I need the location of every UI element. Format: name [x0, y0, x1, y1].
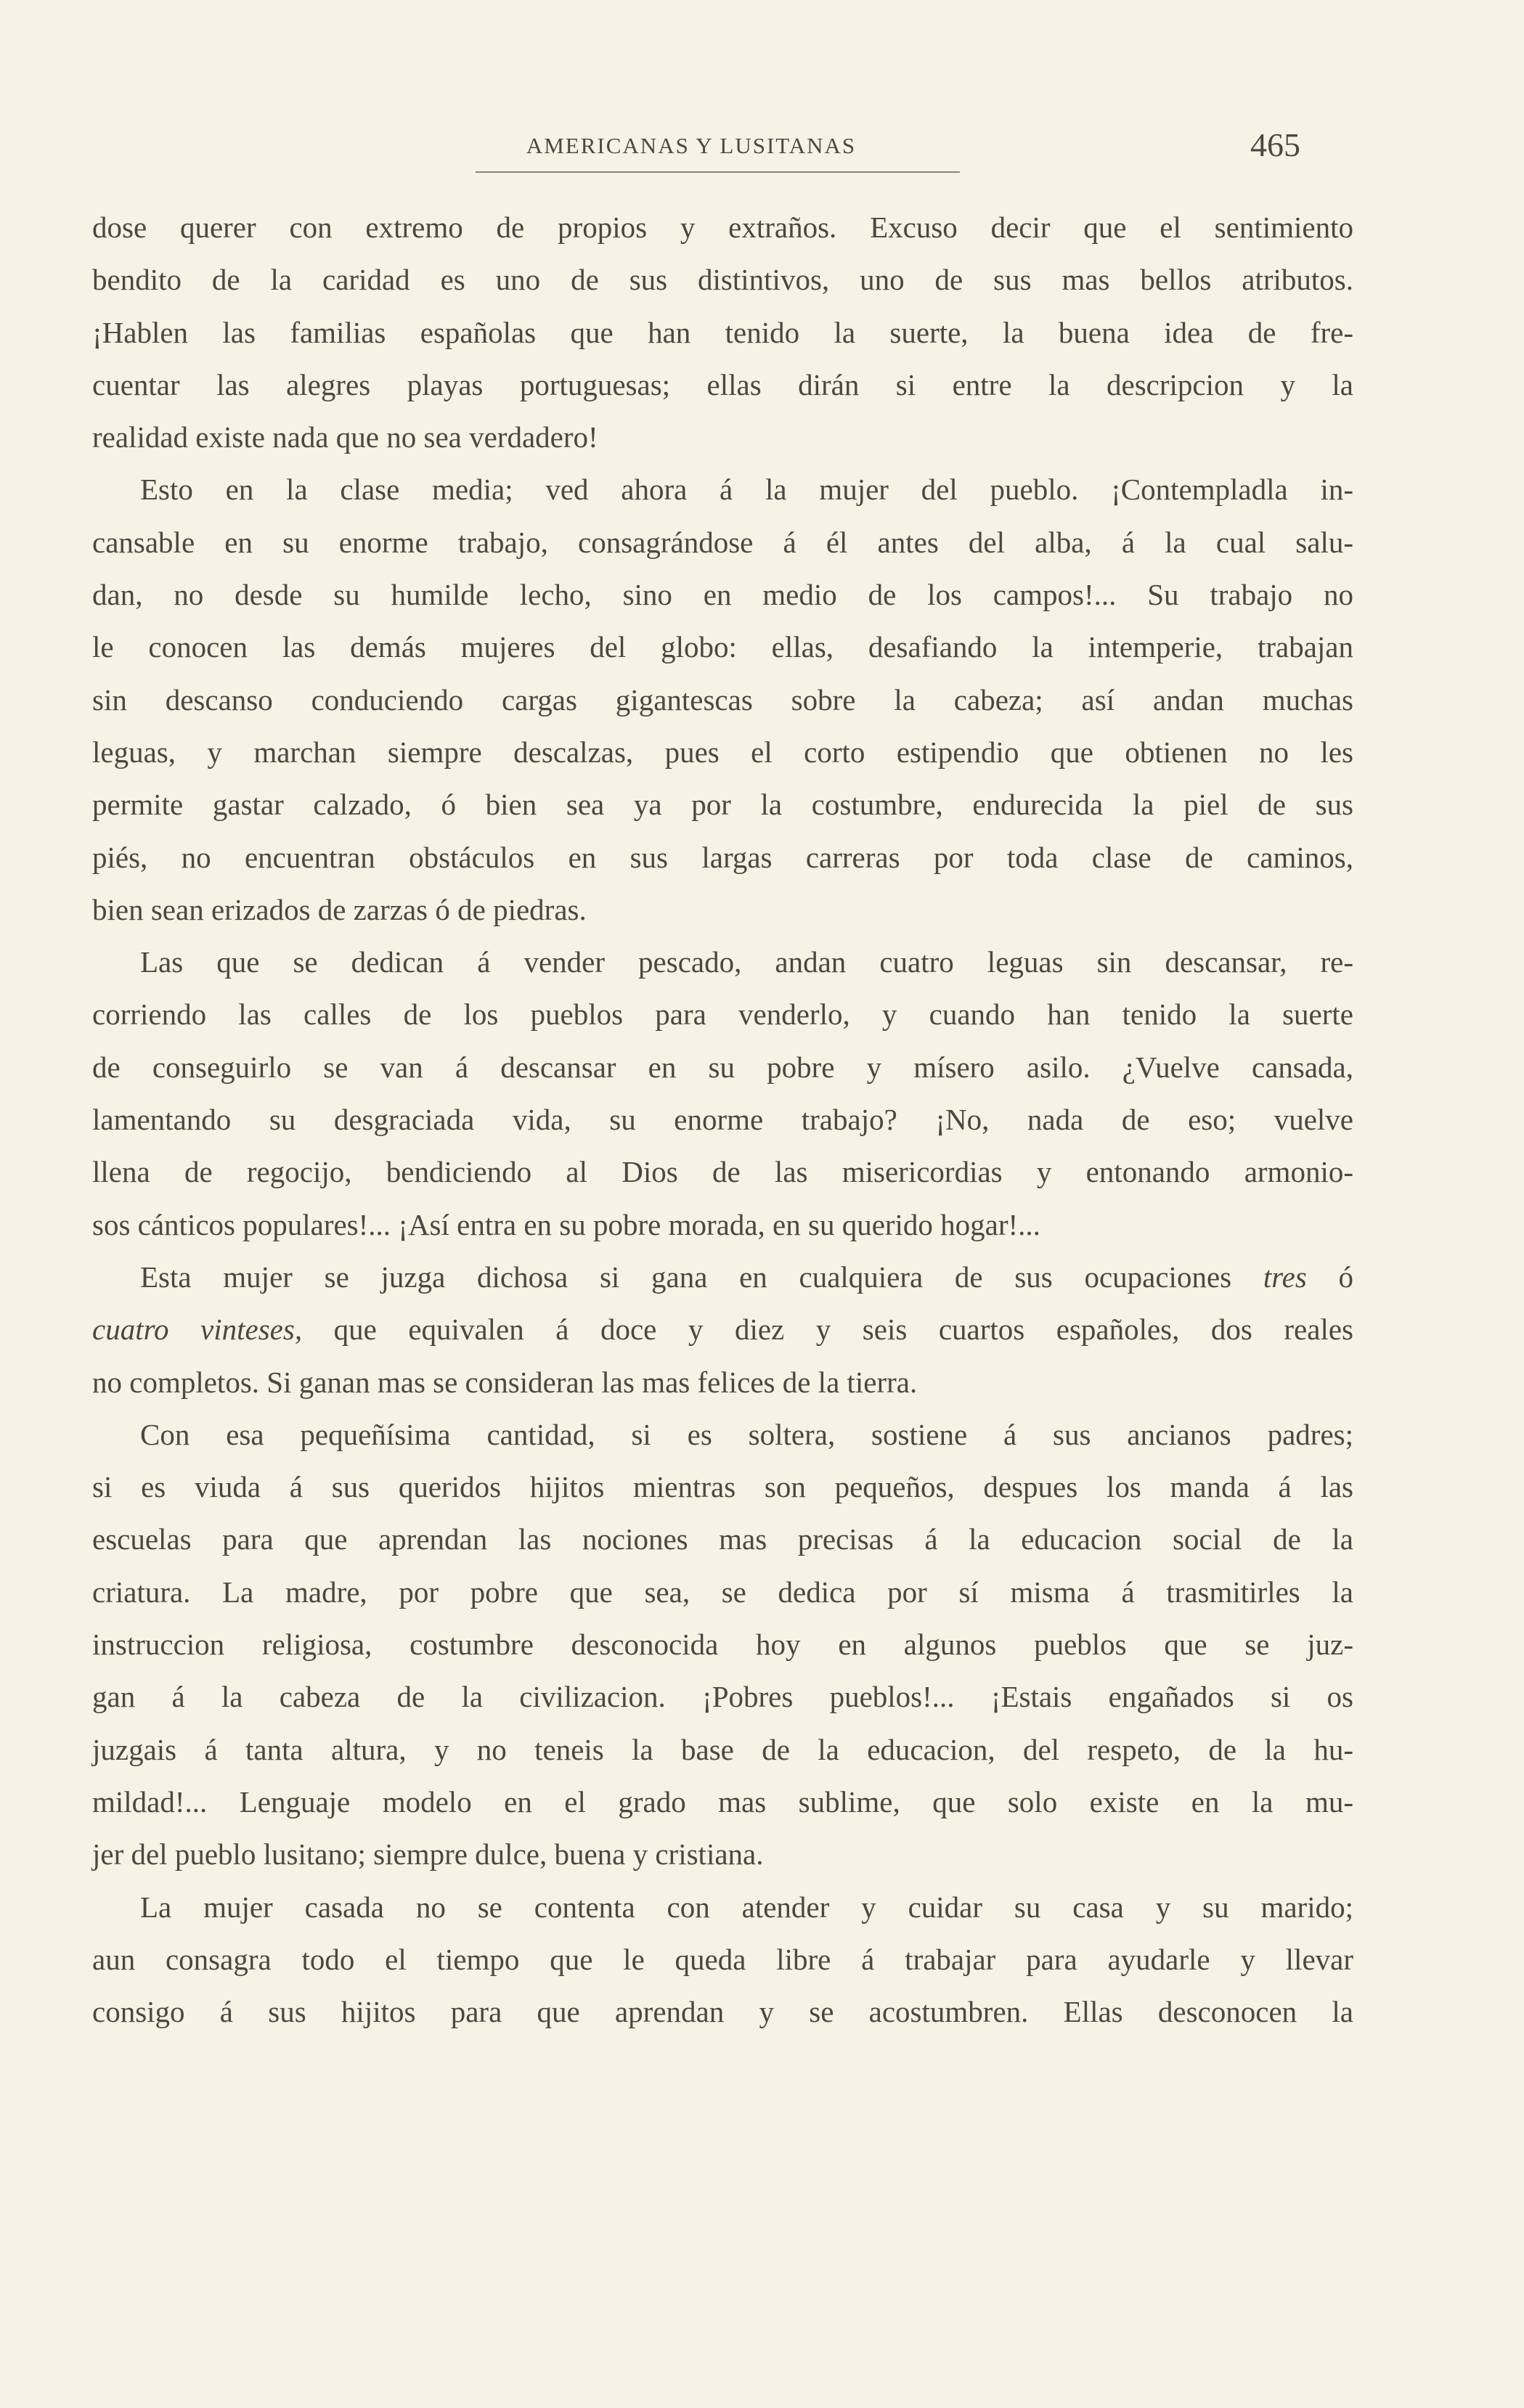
- text-line: consigo á sus hijitos para que aprendan y se acostumbren. Ellas desconocen la: [92, 1995, 1353, 2029]
- paragraph: [92, 1251, 1353, 1408]
- paragraph: [92, 936, 1353, 1251]
- text-line: no completos. Si ganan mas se consideran las mas felices de la tierra.: [92, 1365, 918, 1399]
- text-line: [92, 1251, 1353, 1303]
- text-line: Con esa pequeñísima cantidad, si es soltera, sostiene á sus ancianos padres;: [140, 1417, 1353, 1451]
- text-line: [92, 1303, 1353, 1355]
- text-line: dose querer con extremo de propios y extraños. Excuso decir que el sentimiento: [92, 211, 1353, 244]
- text-line: gan á la cabeza de la civilizacion. ¡Pobres pueblos!... ¡Estais engañados si os: [92, 1680, 1353, 1714]
- text-line: le conocen las demás mujeres del globo: ellas, desafiando la intemperie, trabajan: [92, 630, 1353, 664]
- header-rule: [476, 171, 960, 173]
- text-line: ¡Hablen las familias españolas que han tenido la suerte, la buena idea de fre-: [92, 315, 1353, 349]
- text-line: llena de regocijo, bendiciendo al Dios de las misericordias y entonando armonio-: [92, 1155, 1353, 1189]
- paragraph: [92, 1408, 1353, 1881]
- text-line: Las que se dedican á vender pescado, andan cuatro leguas sin descansar, re-: [140, 945, 1353, 979]
- text-line: jer del pueblo lusitano; siempre dulce, buena y cristiana.: [92, 1837, 764, 1872]
- paragraph: [92, 201, 1353, 463]
- text-line: de conseguirlo se van á descansar en su pobre y mísero asilo. ¿Vuelve cansada,: [92, 1050, 1353, 1084]
- text-line: cuentar las alegres playas portuguesas; ellas dirán si entre la descripcion y la: [92, 367, 1353, 401]
- text-segment: que equivalen á doce y diez y seis cuartos españoles, dos reales: [302, 1313, 1353, 1347]
- text-segment: Esta mujer se juzga dichosa si gana en cualquiera de sus ocupaciones: [140, 1260, 1263, 1294]
- text-line: sin descanso conduciendo cargas gigantescas sobre la cabeza; así andan muchas: [92, 682, 1353, 717]
- text-line: realidad existe nada que no sea verdadero!: [92, 420, 598, 454]
- running-head: [0, 128, 1524, 164]
- paragraph: [92, 1881, 1353, 2038]
- text-line: dan, no desde su humilde lecho, sino en medio de los campos!... Su trabajo no: [92, 578, 1353, 612]
- text-line: piés, no encuentran obstáculos en sus largas carreras por toda clase de caminos,: [92, 840, 1353, 874]
- running-head-title: AMERICANAS Y LUSITANAS: [526, 133, 857, 158]
- page-number: 465: [1250, 126, 1300, 163]
- text-line: aun consagra todo el tiempo que le queda libre á trabajar para ayudarle y llevar: [92, 1942, 1353, 1976]
- text-line: cansable en su enorme trabajo, consagrándose á él antes del alba, á la cual salu-: [92, 525, 1353, 559]
- text-line: mildad!... Lenguaje modelo en el grado mas sublime, que solo existe en la mu-: [92, 1784, 1353, 1819]
- text-line: leguas, y marchan siempre descalzas, pues el corto estipendio que obtienen no les: [92, 735, 1353, 769]
- text-line: permite gastar calzado, ó bien sea ya por la costumbre, endurecida la piel de sus: [92, 788, 1353, 822]
- text-line: instruccion religiosa, costumbre desconocida hoy en algunos pueblos que se juz-: [92, 1628, 1353, 1662]
- text-line: La mujer casada no se contenta con atender y cuidar su casa y su marido;: [140, 1890, 1353, 1924]
- text-segment: ó: [1306, 1260, 1354, 1294]
- text-line: criatura. La madre, por pobre que sea, se dedica por sí misma á trasmitirles la: [92, 1575, 1353, 1609]
- text-line: bendito de la caridad es uno de sus distintivos, uno de sus mas bellos atributos.: [92, 263, 1353, 297]
- text-line: bien sean erizados de zarzas ó de piedras.: [92, 892, 587, 926]
- italic-text: cuatro vinteses,: [92, 1313, 303, 1347]
- italic-text: tres: [1263, 1260, 1307, 1294]
- text-line: escuelas para que aprendan las nociones mas precisas á la educacion social de la: [92, 1522, 1353, 1556]
- text-line: Esto en la clase media; ved ahora á la mujer del pueblo. ¡Contempladla in-: [140, 473, 1353, 507]
- text-line: si es viuda á sus queridos hijitos mientras son pequeños, despues los manda á las: [92, 1470, 1353, 1504]
- paragraph: [92, 463, 1353, 936]
- text-line: lamentando su desgraciada vida, su enorme trabajo? ¡No, nada de eso; vuelve: [92, 1103, 1353, 1137]
- body-text: [92, 201, 1353, 2038]
- text-line: sos cánticos populares!... ¡Así entra en su pobre morada, en su querido hogar!...: [92, 1207, 1040, 1241]
- text-line: juzgais á tanta altura, y no teneis la base de la educacion, del respeto, de la hu-: [92, 1732, 1353, 1766]
- text-line: corriendo las calles de los pueblos para venderlo, y cuando han tenido la suerte: [92, 997, 1353, 1032]
